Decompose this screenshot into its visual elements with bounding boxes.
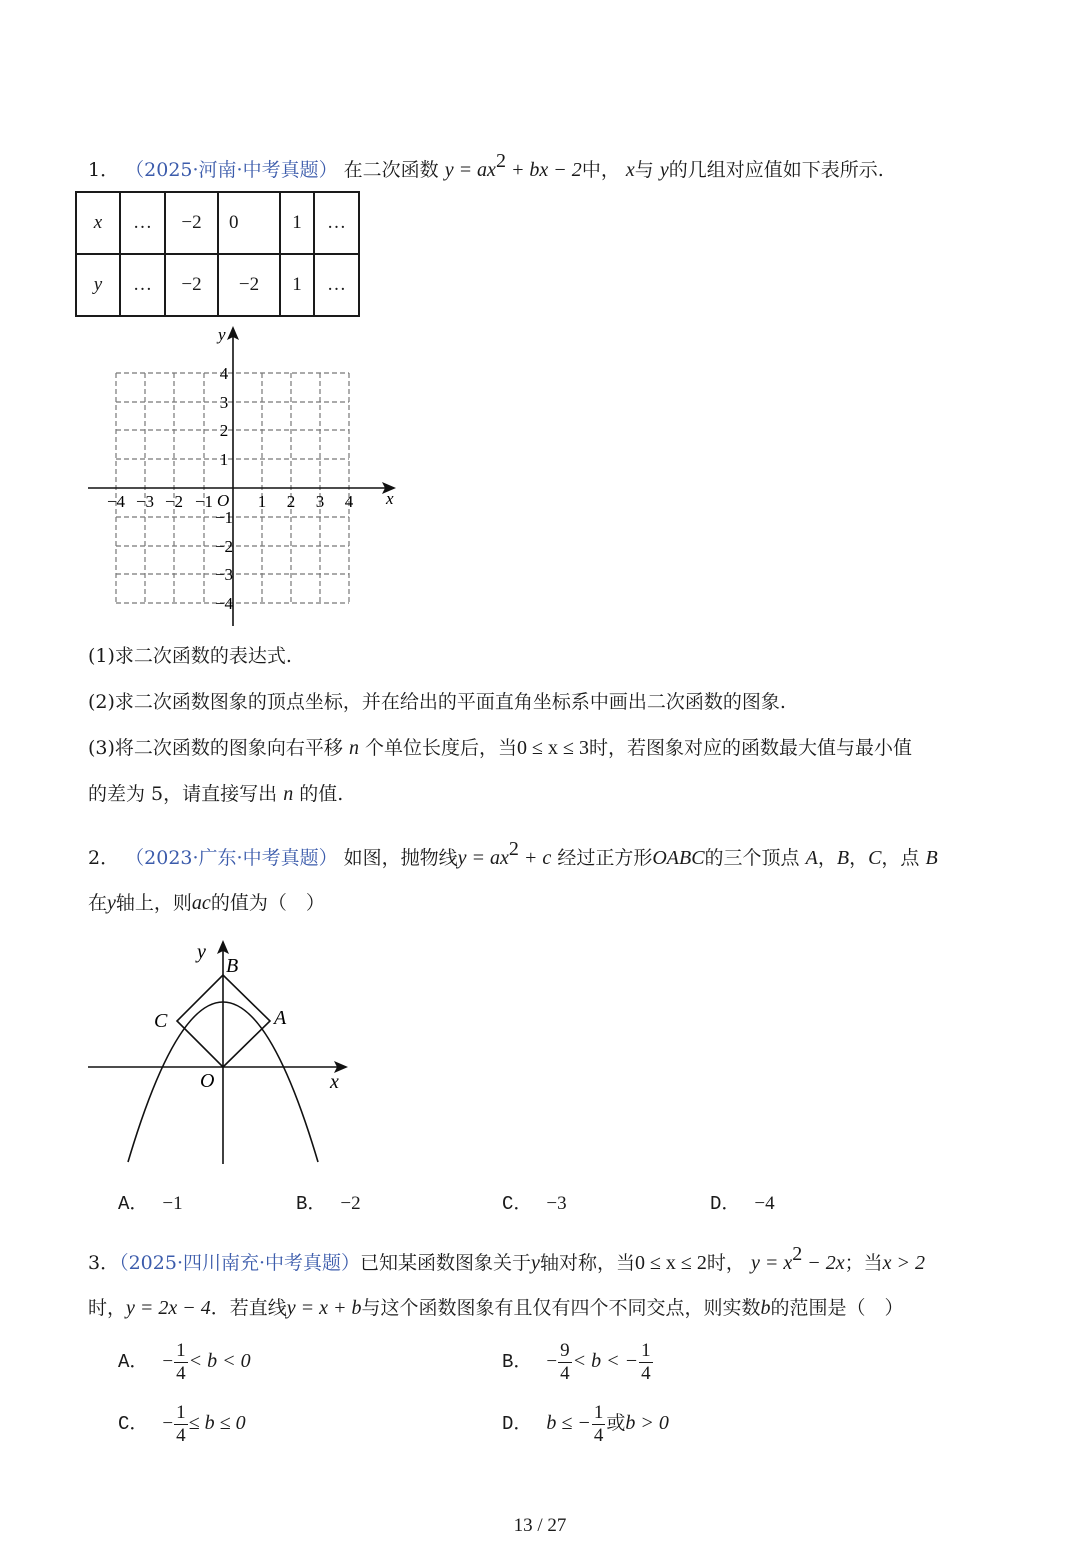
option-label: B． <box>296 1193 327 1215</box>
text: (3)将二次函数的图象向右平移 <box>88 737 343 759</box>
y-tick-label: 3 <box>219 393 229 412</box>
question-3-stem-cont <box>88 1295 904 1321</box>
x-axis-label: x <box>386 489 394 508</box>
text: 轴上，则 <box>115 892 192 914</box>
table-cell: −2 <box>218 254 280 316</box>
option-d[interactable] <box>710 1188 775 1215</box>
text: 在 <box>88 892 108 914</box>
table-row-x <box>76 192 359 254</box>
var-x: x <box>625 159 635 181</box>
point-b: B <box>925 847 938 869</box>
source-tag: （2025·河南·中考真题） <box>125 159 338 181</box>
numerator: 9 <box>560 1340 570 1361</box>
label-a: A <box>274 1007 287 1029</box>
option-label: A． <box>118 1350 149 1373</box>
x-tick-label: 4 <box>344 492 354 511</box>
line-equation: y = x + b <box>286 1297 362 1319</box>
condition: x > 2 <box>882 1252 925 1274</box>
fraction <box>174 1340 188 1385</box>
y-tick-label: 1 <box>219 450 229 469</box>
text: 轴对称，当 <box>539 1252 635 1274</box>
y-tick-label: −3 <box>214 565 234 584</box>
table-cell: … <box>120 254 165 316</box>
text: 与这个函数图象有且仅有四个不同交点，则实数 <box>361 1297 761 1319</box>
option-a[interactable] <box>118 1340 251 1385</box>
table-cell: … <box>120 192 165 254</box>
x-tick-label: 3 <box>315 492 325 511</box>
text: 经过正方形 <box>557 847 653 869</box>
exponent: 2 <box>508 838 519 860</box>
square-name: OABC <box>652 847 705 869</box>
equation: y = 2x − 4 <box>126 1297 211 1319</box>
option-label: D． <box>710 1193 741 1215</box>
text: 如图，抛物线 <box>343 847 458 869</box>
or-text: 或 <box>606 1412 626 1434</box>
option-label: D． <box>502 1412 533 1435</box>
table-cell: … <box>314 254 359 316</box>
table-cell: 0 <box>218 192 280 254</box>
option-c[interactable] <box>502 1188 567 1215</box>
question-3-stem <box>88 1241 925 1276</box>
question-2-stem-cont <box>88 890 325 916</box>
table-cell: 1 <box>280 254 314 316</box>
table-cell: −2 <box>165 254 218 316</box>
condition: 0 ≤ x ≤ 2 <box>634 1252 707 1274</box>
x-tick-label: −1 <box>194 492 214 511</box>
inequality: < b < − <box>572 1349 639 1372</box>
text: ；当 <box>844 1252 883 1274</box>
denominator: 4 <box>593 1425 604 1446</box>
text: ．若直线 <box>210 1297 287 1319</box>
text: ，点 <box>881 847 920 869</box>
y-tick-label: 4 <box>219 364 229 383</box>
table-cell: −2 <box>165 192 218 254</box>
source-tag: （2025·四川南充·中考真题） <box>119 1252 361 1274</box>
denominator: 4 <box>176 1425 186 1446</box>
sign: − <box>162 1412 174 1434</box>
page-number: 13 / 27 <box>513 1515 567 1536</box>
text: 时， <box>88 1297 127 1319</box>
y-tick-label: −4 <box>214 594 234 613</box>
label-o: O <box>200 1070 215 1092</box>
option-value: −3 <box>546 1193 567 1214</box>
option-d[interactable] <box>502 1402 669 1447</box>
exponent: 2 <box>792 1243 803 1265</box>
text: 已知某函数图象关于 <box>360 1252 532 1274</box>
label-b: B <box>226 955 239 977</box>
origin-label: O <box>217 491 230 510</box>
option-label: B． <box>502 1350 533 1373</box>
stem-text: 中， <box>581 159 620 181</box>
equation-tail: + bx − 2 <box>505 159 582 181</box>
sub-question-3-cont <box>88 781 343 807</box>
option-a[interactable] <box>118 1188 183 1215</box>
label-c: C <box>154 1010 168 1032</box>
var-n: n <box>348 737 359 759</box>
denominator: 4 <box>560 1363 570 1384</box>
inequality: ≤ b ≤ 0 <box>188 1411 246 1434</box>
question-number: 1． <box>88 159 120 181</box>
table-cell: 1 <box>280 192 314 254</box>
text: 的值. <box>299 783 344 805</box>
option-label: C． <box>118 1412 149 1435</box>
var-y: y <box>659 159 669 181</box>
var-ac: ac <box>191 892 211 914</box>
text: 时， <box>706 1252 745 1274</box>
fraction <box>558 1340 572 1385</box>
x-label: x <box>330 1071 339 1093</box>
text: 个单位长度后，当 <box>365 737 518 759</box>
denominator: 4 <box>641 1363 651 1384</box>
condition: 0 ≤ x ≤ 3 <box>517 737 589 759</box>
equation: y = x <box>750 1252 793 1274</box>
inequality: b ≤ − <box>546 1411 591 1434</box>
coordinate-grid <box>80 320 410 630</box>
text: 的差为 5，请直接写出 <box>88 783 278 805</box>
sub-question-2: (2)求二次函数图象的顶点坐标，并在给出的平面直角坐标系中画出二次函数的图象. <box>88 691 786 713</box>
option-value: −1 <box>162 1193 183 1214</box>
question-1-stem <box>88 148 884 183</box>
option-c[interactable] <box>118 1402 246 1447</box>
text: 的值为（ ） <box>210 892 325 914</box>
fraction <box>592 1402 606 1447</box>
equation: y = ax <box>457 847 509 869</box>
option-b[interactable] <box>502 1340 654 1385</box>
point-b: B <box>836 847 850 869</box>
option-value: −4 <box>754 1193 775 1214</box>
stem-text: 与 <box>634 159 654 181</box>
fraction <box>174 1402 188 1447</box>
text: 的范围是（ ） <box>770 1297 904 1319</box>
sign: − <box>546 1350 558 1372</box>
question-number: 3． <box>88 1252 120 1274</box>
denominator: 4 <box>176 1363 186 1384</box>
x-tick-label: −2 <box>164 492 184 511</box>
y-tick-label: −1 <box>214 508 234 527</box>
sign: − <box>162 1350 174 1372</box>
option-label: C． <box>502 1193 533 1215</box>
fraction <box>639 1340 653 1385</box>
var-n: n <box>283 783 294 805</box>
equation-tail: + c <box>518 847 552 869</box>
y-tick-label: 2 <box>219 421 229 440</box>
question-2-stem: 2． （2023·广东·中考真题） 如图，抛物线$y = ax^2 + c$ 经过正方形OABC的三个顶点 A，B，C，点 B <box>88 838 938 869</box>
row-header: x <box>76 192 120 254</box>
var-y: y <box>107 892 116 914</box>
source-tag: （2023·广东·中考真题） <box>125 847 338 869</box>
option-label: A． <box>118 1193 149 1215</box>
y-tick-label: −2 <box>214 537 234 556</box>
equation-tail: − 2x <box>802 1252 845 1274</box>
sub-question-1: (1)求二次函数的表达式. <box>88 645 292 667</box>
question-number: 2． <box>88 847 120 869</box>
option-b[interactable] <box>296 1188 361 1215</box>
option-value: −2 <box>340 1193 361 1214</box>
numerator: 1 <box>176 1340 186 1361</box>
text: 时，若图象对应的函数最大值与最小值 <box>588 737 912 759</box>
var-b: b <box>760 1297 771 1319</box>
y-label: y <box>197 941 206 963</box>
x-tick-label: 2 <box>286 492 296 511</box>
x-tick-label: −4 <box>106 492 126 511</box>
numerator: 1 <box>641 1340 651 1361</box>
equation: y = ax <box>444 159 496 181</box>
inequality: b > 0 <box>625 1411 669 1434</box>
numerator: 1 <box>176 1402 186 1423</box>
x-tick-label: 1 <box>257 492 267 511</box>
sub-question-3 <box>88 735 912 761</box>
inequality: < b < 0 <box>188 1349 251 1372</box>
stem-text: 的几组对应值如下表所示. <box>668 159 884 181</box>
table-cell: … <box>314 192 359 254</box>
value-table <box>75 191 360 317</box>
x-tick-label: −3 <box>135 492 155 511</box>
y-axis-label: y <box>218 325 226 344</box>
var-y: y <box>531 1252 540 1274</box>
table-row-y <box>76 254 359 316</box>
row-header: y <box>76 254 120 316</box>
stem-text: 在二次函数 <box>343 159 439 181</box>
axes <box>88 332 390 626</box>
point-c: C <box>868 847 882 869</box>
text: 的三个顶点 <box>704 847 800 869</box>
parabola-square-figure <box>80 930 370 1170</box>
exponent: 2 <box>495 150 506 172</box>
point-a: A <box>805 847 818 869</box>
numerator: 1 <box>593 1402 604 1423</box>
